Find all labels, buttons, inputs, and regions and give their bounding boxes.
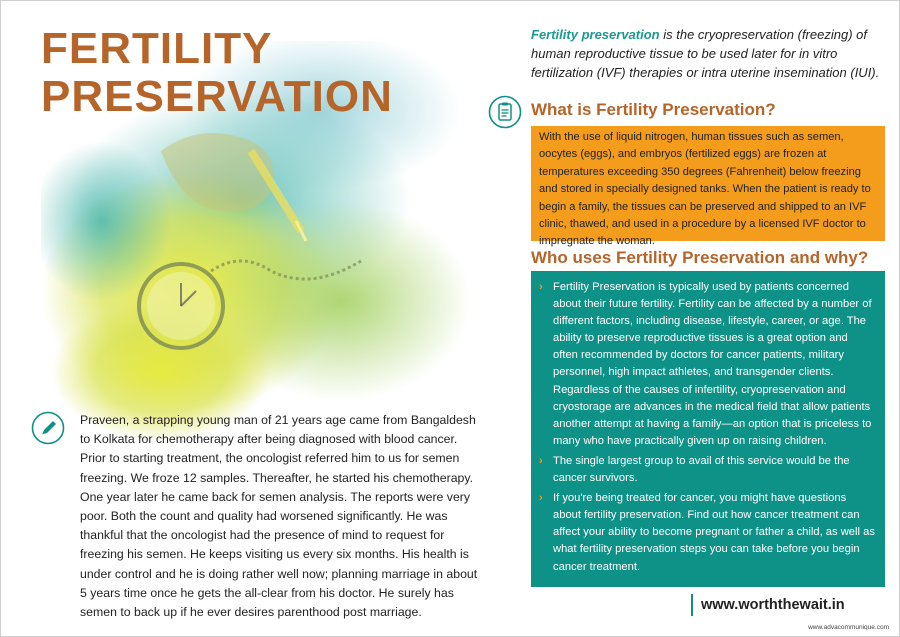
patient-story: Praveen, a strapping young man of 21 years age came from Bangaldesh to Kolkata for chemotherapy after being diagnosed with blood cancer. Prior to starting treatment, the oncologist referred him to us for semen freezing. We froze 12 samples. Thereafter, he started his chemotherapy. One year later he came back for semen analysis. The reports were very poor. Both the count and quality had worsened significantly. He was thankful that the oncologist had the presence of mind to request for freezing his semen. He keeps visiting us every six months. His health is under control and he is doing rather well now; planning marriage in about 5 years time once he gets the all-clear from his doctor. He surely has semen to back up if he ever desires parenthood post marriage. xyxy=(80,413,478,620)
chevron-right-icon: › xyxy=(539,454,543,467)
credit-text: www.advacommunique.com xyxy=(808,624,889,631)
what-text-box xyxy=(531,126,885,248)
bullet-item xyxy=(539,279,875,450)
website-link[interactable]: www.worththewait.in xyxy=(691,594,845,616)
who-bullet-list xyxy=(539,279,875,576)
chevron-right-icon: › xyxy=(539,281,543,293)
clipboard-icon xyxy=(488,95,522,129)
bullet-text: Fertility Preservation is typically used by patients concerned about their future fertility. Fertility can be affected by a number of different factors, including disease, lifestyle, career, or age. The ability to preserve reproductive tissues is a great option and often recommended by doctors for cancer patients, military personnel, high impact athletes, and transgender clients. Regardless of the causes of infertility, cryopreservation and cryostorage are advances in the medical field that allow patients another attempt at having a family—an option that is priceless to many who have practically given up on raising children. xyxy=(553,281,872,447)
intro-term: Fertility preservation xyxy=(531,27,660,42)
who-text-box xyxy=(531,271,885,587)
title-line-1: FERTILITY xyxy=(41,24,273,73)
bullet-item xyxy=(539,490,875,575)
bullet-item xyxy=(539,453,875,487)
what-heading: What is Fertility Preservation? xyxy=(531,100,776,119)
bullet-text: If you're being treated for cancer, you might have questions about fertility preservation. Find out how cancer treatment can affect your ability to become pregnant or father a child, as well as what fertility preservation steps you can take before you begin cancer treatment. xyxy=(553,492,875,573)
what-body: With the use of liquid nitrogen, human tissues such as semen, oocytes (eggs), and embryos (fertilized eggs) are frozen at temperatures exceeding 350 degrees (Fahrenheit) below freezing and stored in specially designed tanks. When the patient is ready to begin a family, the tissues can be preserved and shipped to an IVF clinic, thawed, and used in a procedure by a licensed IVF doctor to impregnate the woman. xyxy=(539,131,871,248)
title-line-2: PRESERVATION xyxy=(41,72,393,121)
pen-icon xyxy=(31,411,65,445)
bullet-text: The single largest group to avail of this service would be the cancer survivors. xyxy=(553,454,850,485)
intro-paragraph xyxy=(531,25,891,82)
poster-title xyxy=(41,25,393,121)
chevron-right-icon: › xyxy=(539,492,543,505)
intro-text: is the cryopreservation (freezing) of human reproductive tissue to be used later for in vitro fertilization (IVF) therapies or intra uterine insemination (IUI). xyxy=(531,27,880,80)
who-heading: Who uses Fertility Preservation and why? xyxy=(531,248,869,267)
